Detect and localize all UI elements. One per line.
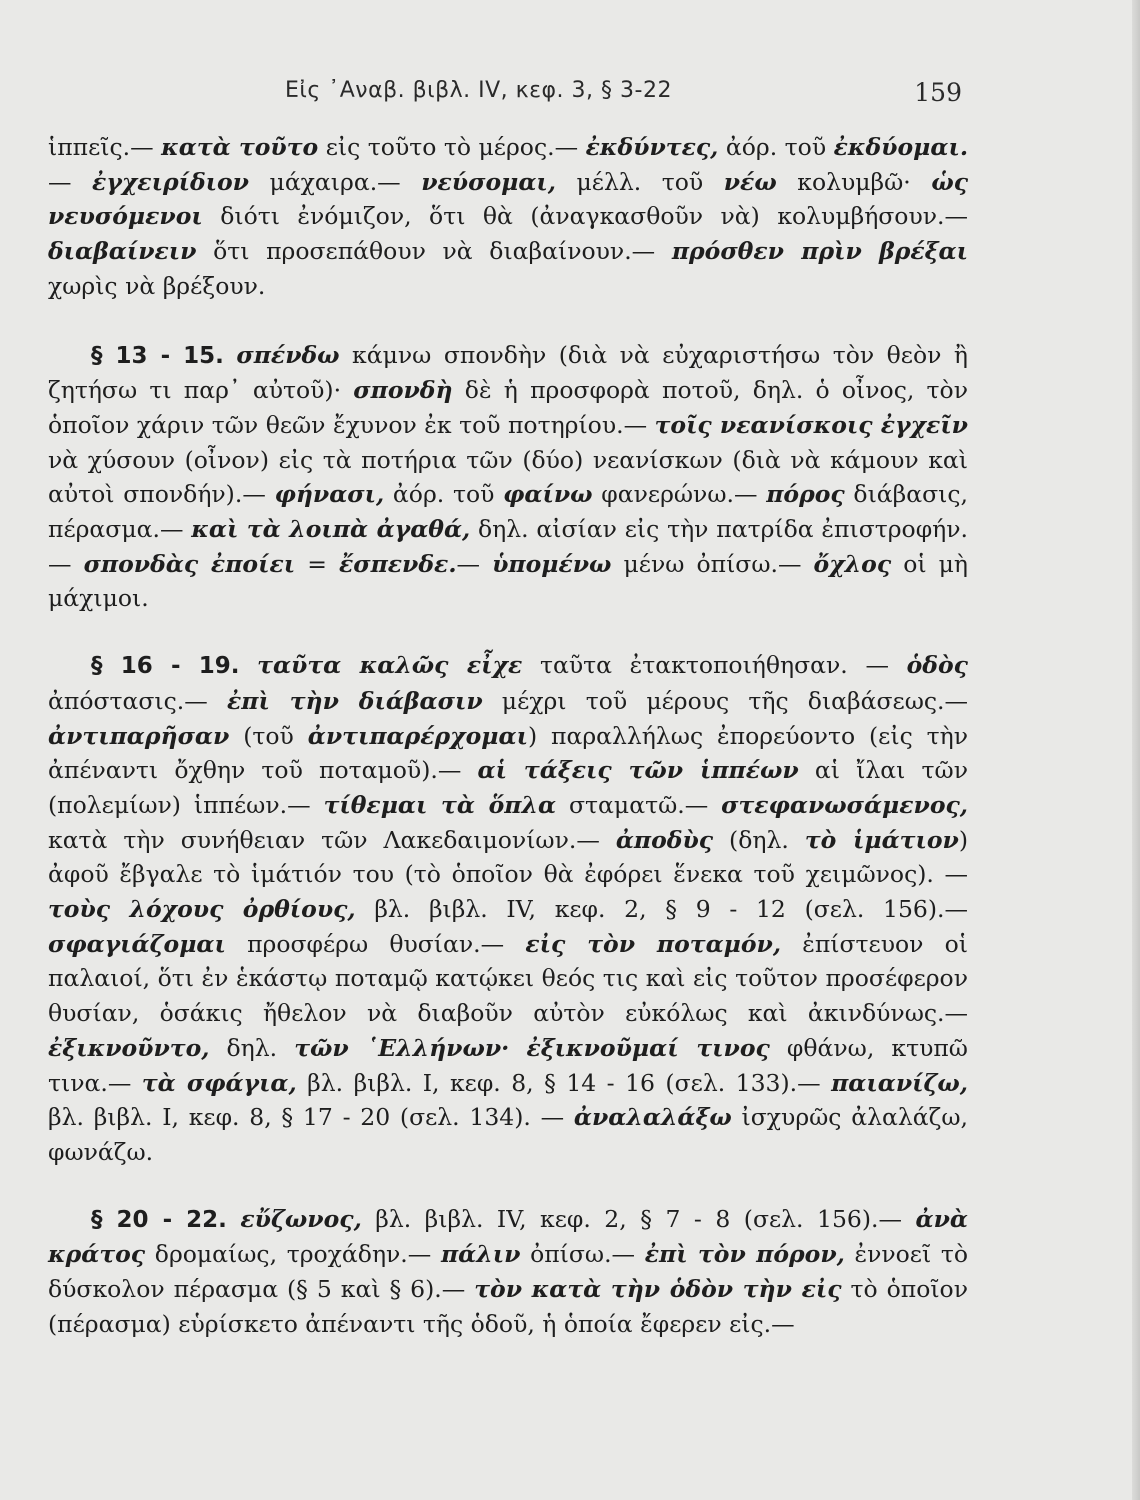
gloss-text: βλ. βιβλ. I, κεφ. 8, § 14 - 16 (σελ. 133).—	[296, 1068, 832, 1097]
paragraph-continuation	[48, 130, 968, 304]
lemma: νέω	[723, 167, 777, 196]
lemma: τίθεμαι τὰ ὅπλα	[323, 790, 557, 819]
lemma: αἱ τάξεις τῶν ἱππέων	[477, 756, 799, 785]
gloss-text: διότι ἐνόμιζον, ὅτι θὰ (ἀναγκασθοῦν νὰ) κολυμβήσουν.—	[202, 202, 968, 231]
gloss-text: σταματῶ.—	[556, 790, 722, 819]
running-title: Εἰς ᾿Αναβ. βιβλ. IV, κεφ. 3, § 3-22	[285, 78, 672, 103]
lemma: πόρος	[766, 480, 845, 509]
lemma: κατὰ τοῦτο	[161, 133, 319, 161]
lemma: τοῖς νεανίσκοις ἐγχεῖν	[654, 410, 968, 439]
lemma: ἐκδύντες,	[585, 133, 719, 161]
section-number: § 16 - 19.	[91, 653, 240, 680]
gloss-text: κατὰ τὴν συνήθειαν τῶν Λακεδαιμονίων.—	[48, 825, 616, 854]
gloss-text: ἱππεῖς.—	[48, 133, 162, 161]
lemma: τὸν κατὰ τὴν ὁδὸν τὴν εἰς	[474, 1275, 842, 1304]
lemma: ἀναλαλάξω	[573, 1103, 732, 1132]
gloss-text: μέλλ. τοῦ	[555, 167, 724, 196]
gloss-text: =	[295, 549, 339, 578]
gloss-text: ἀπόστασις.—	[48, 686, 227, 715]
gloss-text: βλ. βιβλ. IV, κεφ. 2, § 7 - 8 (σελ. 156).—	[361, 1204, 916, 1233]
gloss-text: εἰς τοῦτο τὸ μέρος.—	[318, 133, 586, 161]
gloss-text: ὅτι προσεπάθουν νὰ διαβαίνουν.—	[196, 237, 672, 266]
gloss-text: χωρὶς νὰ βρέξουν.	[48, 271, 266, 300]
gloss-text: (τοῦ	[229, 721, 308, 750]
lemma: καὶ τὰ λοιπὰ ἀγαθά,	[191, 515, 471, 544]
gloss-text: δηλ. αἰσίαν εἰς τὴν πατρίδα ἐπιστροφήν.—	[48, 515, 968, 578]
section-number: § 20 - 22.	[91, 1206, 227, 1233]
gloss-text: μέχρι τοῦ μέρους τῆς διαβάσεως.—	[482, 686, 968, 715]
lemma: ἔσπενδε.	[338, 549, 457, 578]
lemma: σπονδὴ	[353, 376, 453, 405]
gloss-text: ἐννοεῖ τὸ δύσκολον πέρασμα (§ 5 καὶ § 6).—	[48, 1240, 969, 1304]
gloss-text: μένω ὀπίσω.—	[611, 549, 814, 578]
gloss-text: προσφέρω θυσίαν.—	[225, 929, 526, 958]
lemma: στεφανωσάμενος,	[721, 790, 968, 819]
gloss-text: αἱ ἴλαι τῶν (πολεμίων) ἱππέων.—	[48, 756, 969, 819]
gloss-text: ἐπίστευον οἱ παλαιοί, ὅτι ἐν ἑκάστῳ ποταμῷ κατῴκει θεός τις καὶ εἰς τοῦτον προσέφερον θυσίαν, ὁσάκις ἤθελον νὰ διαβοῦν αὐτὸν εὐκόλως καὶ ἀκινδύνως.—	[48, 929, 968, 1028]
lemma: σφαγιάζομαι	[48, 929, 226, 958]
lemma: ἐπὶ τὴν διάβασιν	[226, 686, 483, 715]
paragraph-section-20-22	[48, 1202, 968, 1342]
text-block	[48, 130, 968, 1342]
lemma: ὑπομένω	[492, 549, 612, 578]
lemma: ἀποδὺς	[615, 825, 714, 854]
lemma: τὰ σφάγια,	[141, 1068, 297, 1097]
lemma: τῶν ῾Ελλήνων·	[294, 1033, 510, 1062]
lemma: σπονδὰς ἐποίει	[83, 549, 296, 578]
page-edge	[1132, 0, 1140, 1500]
gloss-text	[509, 1034, 526, 1062]
gloss-text: τὸ ὁποῖον (πέρασμα) εὑρίσκετο ἀπέναντι τῆς ὁδοῦ, ἡ ὁποία ἔφερεν εἰς.—	[48, 1275, 968, 1338]
gloss-text: ) παραλλήλως ἐπορεύοντο (εἰς τὴν ἀπέναντι ὄχθην τοῦ ποταμοῦ).—	[48, 721, 969, 785]
lemma: ἐπὶ τὸν πόρον,	[644, 1240, 845, 1269]
gloss-text: —	[48, 167, 93, 196]
gloss-text: (δηλ.	[713, 825, 805, 854]
gloss-text: ) ἀφοῦ ἔβγαλε τὸ ἱμάτιόν του (τὸ ὁποῖον θὰ ἐφόρει ἕνεκα τοῦ χειμῶνος). —	[48, 825, 968, 889]
gloss-text: βλ. βιβλ. IV, κεφ. 2, § 9 - 12 (σελ. 156).—	[355, 895, 968, 924]
lemma: φήνασι,	[274, 480, 385, 509]
lemma: διαβαίνειν	[48, 237, 197, 266]
gloss-text: βλ. βιβλ. I, κεφ. 8, § 17 - 20 (σελ. 134). —	[48, 1103, 574, 1132]
gloss-text: ἀόρ. τοῦ	[718, 133, 834, 161]
gloss-text: δρομαίως, τροχάδην.—	[145, 1240, 441, 1269]
lemma: ὄχλος	[813, 549, 892, 578]
lemma: εὔζωνος,	[240, 1204, 362, 1233]
gloss-text: μάχαιρα.—	[249, 167, 422, 196]
gloss-text: —	[456, 549, 493, 578]
lemma: ἀντιπαρῆσαν	[48, 721, 230, 750]
lemma: ἐξικνοῦμαί τινος	[526, 1033, 770, 1062]
lemma: νεύσομαι,	[421, 167, 556, 196]
lemma: ἐκδύομαι.	[833, 133, 968, 161]
gloss-text: δὲ ἡ προσφορὰ ποτοῦ, δηλ. ὁ οἶνος, τὸν ὁποῖον χάριν τῶν θεῶν ἔχυνον ἐκ τοῦ ποτηρίου.—	[48, 376, 968, 439]
lemma: ταῦτα καλῶς εἶχε	[257, 651, 523, 680]
section-number: § 13 - 15.	[91, 342, 224, 369]
gloss-text: διάβασις, πέρασμα.—	[48, 480, 969, 544]
lemma: ἀνὰ κράτος	[48, 1204, 968, 1269]
lemma: τοὺς λόχους ὀρθίους,	[48, 895, 356, 924]
lemma: ἐγχειρίδιον	[92, 167, 249, 196]
gloss-text: κολυμβῶ·	[776, 167, 932, 196]
gloss-text: ταῦτα ἐτακτοποιήθησαν. —	[522, 651, 907, 680]
gloss-text: κάμνω σπονδὴν (διὰ νὰ εὐχαριστήσω τὸν θεὸν ἢ ζητήσω τι παρ᾿ αὐτοῦ)·	[48, 340, 968, 405]
paragraph-section-13-15	[48, 338, 968, 617]
lemma: ὡς νευσόμενοι	[48, 167, 968, 231]
page-number: 159	[914, 78, 962, 107]
lemma: ἐξικνοῦντο,	[48, 1033, 210, 1062]
lemma: εἰς τὸν ποταμόν,	[525, 929, 782, 958]
lemma: φαίνω	[503, 480, 593, 509]
lemma: τὸ ἱμάτιον	[804, 825, 959, 854]
lemma: ἀντιπαρέρχομαι	[307, 721, 528, 750]
gloss-text: φθάνω, κτυπῶ τινα.—	[48, 1033, 968, 1097]
gloss-text: δηλ.	[209, 1033, 295, 1062]
lemma: ὁδὸς	[906, 651, 968, 680]
lemma: πρόσθεν πρὶν βρέξαι	[671, 237, 969, 266]
paragraph-section-16-19	[48, 648, 968, 1170]
gloss-text: ὀπίσω.—	[520, 1240, 645, 1269]
gloss-text: νὰ χύσουν (οἶνον) εἰς τὰ ποτήρια τῶν (δύο) νεανίσκων (διὰ νὰ κάμουν καὶ αὐτοὶ σπονδήν).—	[48, 445, 968, 509]
gloss-text: φανερώνω.—	[592, 480, 767, 509]
lemma: πάλιν	[440, 1240, 521, 1269]
gloss-text: ἀόρ. τοῦ	[384, 480, 504, 509]
gloss-text: ἰσχυρῶς ἀλαλάζω, φωνάζω.	[48, 1103, 968, 1166]
running-head	[0, 78, 1140, 114]
gloss-text: οἱ μὴ μάχιμοι.	[48, 549, 968, 613]
lemma: παιανίζω,	[831, 1068, 968, 1097]
lemma: σπένδω	[236, 340, 340, 369]
